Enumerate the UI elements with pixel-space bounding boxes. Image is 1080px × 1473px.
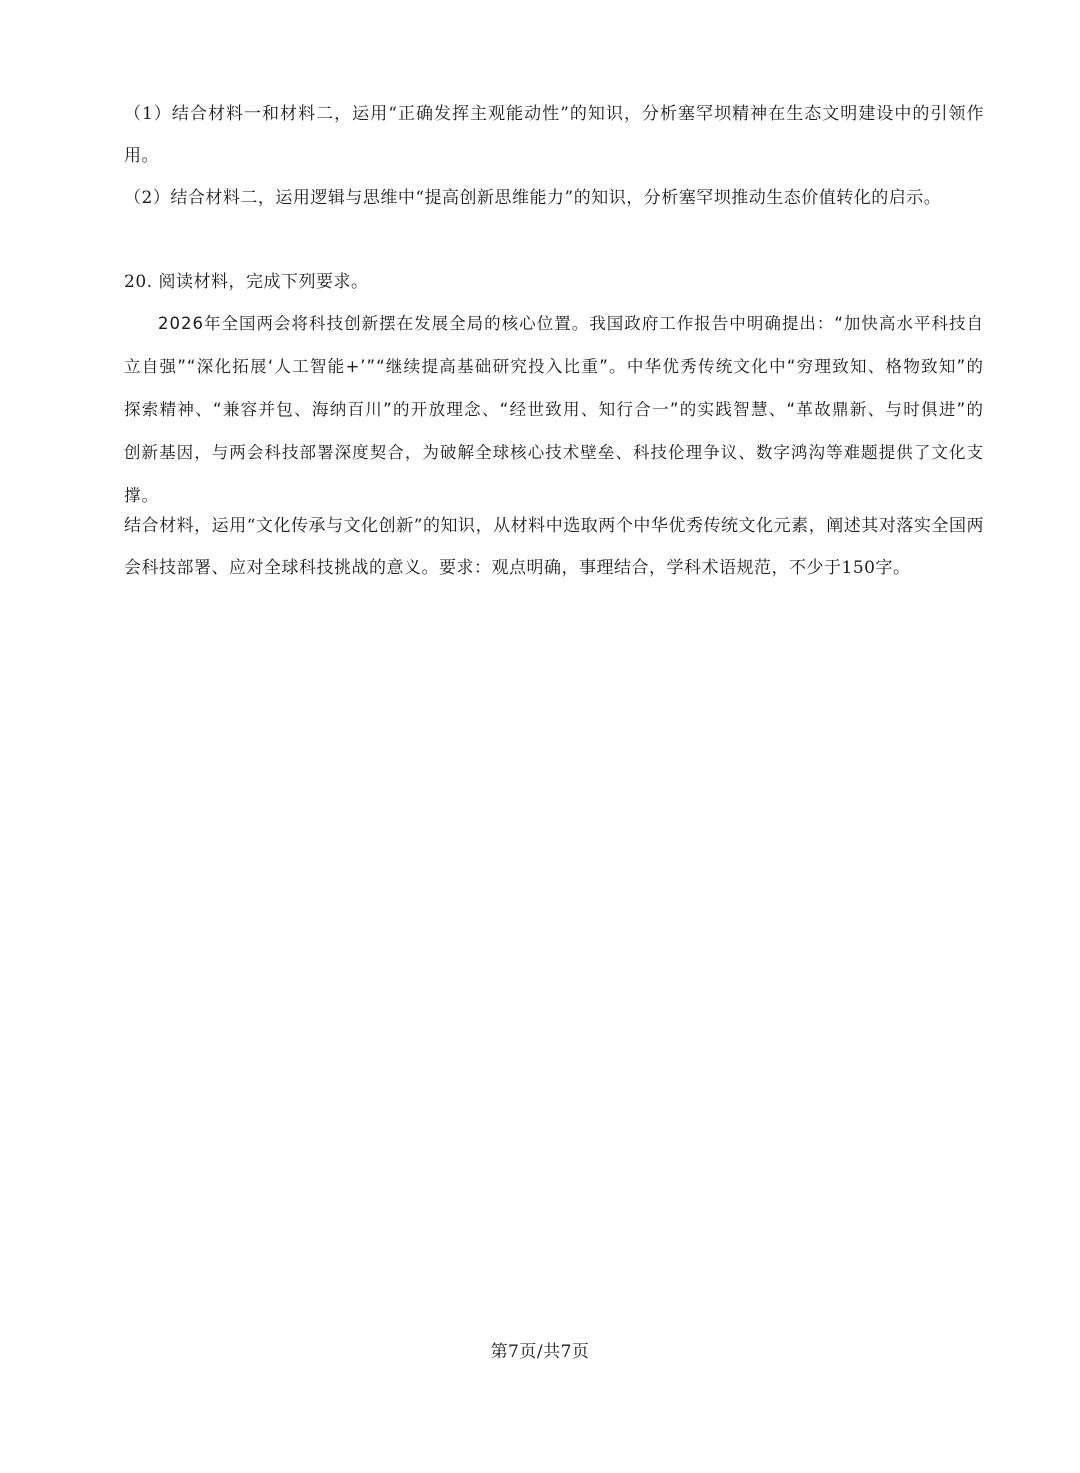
- question-20-task: 结合材料，运用“文化传承与文化创新”的知识，从材料中选取两个中华优秀传统文化元素，阐述其对落实全国两会科技部署、应对全球科技挑战的意义。要求：观点明确，事理结合，学科术语规范，不少于150字。: [124, 516, 984, 578]
- question-20-heading: 20. 阅读材料，完成下列要求。: [124, 272, 369, 292]
- question-19-part-2: （2）结合材料二，运用逻辑与思维中“提高创新思维能力”的知识，分析塞罕坝推动生态价值转化的启示。: [124, 188, 942, 208]
- page-number: 第7页/共7页: [490, 1342, 590, 1362]
- question-19-part-1: （1）结合材料一和材料二，运用“正确发挥主观能动性”的知识，分析塞罕坝精神在生态文明建设中的引领作用。: [124, 104, 984, 166]
- question-20-material: 2026年全国两会将科技创新摆在发展全局的核心位置。我国政府工作报告中明确提出：“加快高水平科技自立自强”“深化拓展‘人工智能+’”“继续提高基础研究投入比重”。中华优秀传统文化中“穷理致知、格物致知”的探索精神、“兼容并包、海纳百川”的开放理念、“经世致用、知行合一”的实践智慧、“革故鼎新、与时俱进”的创新基因，与两会科技部署深度契合，为破解全球核心技术壁垒、科技伦理争议、数字鸿沟等难题提供了文化支撑。: [124, 314, 984, 505]
